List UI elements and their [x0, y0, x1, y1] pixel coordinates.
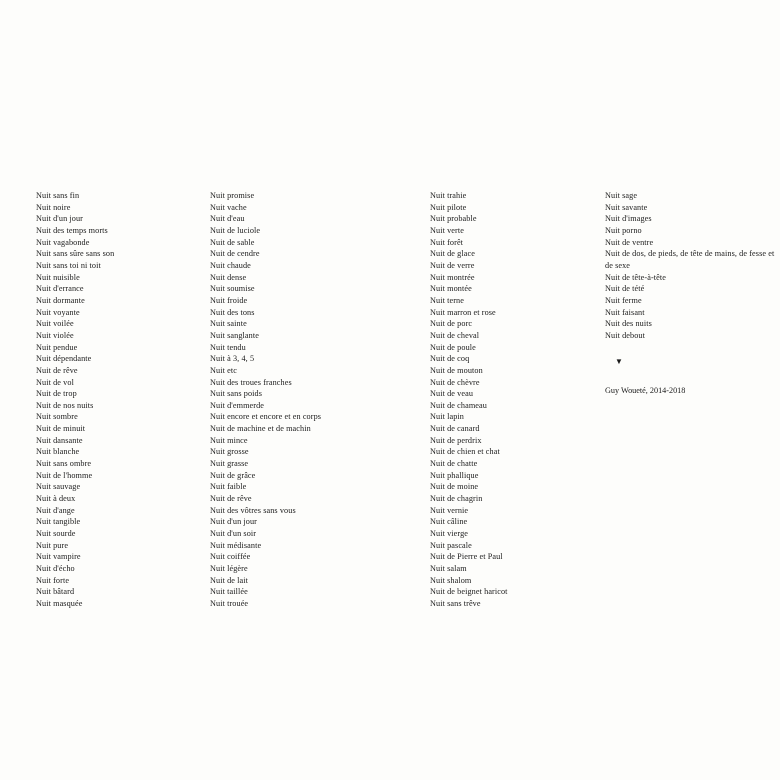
poem-line: Nuit terne [430, 295, 464, 305]
poem-line: Nuit de tête-à-tête [605, 272, 666, 282]
poem-line: Nuit de glace [430, 249, 475, 259]
poem-line: Nuit des tons [210, 307, 255, 317]
poem-line: Nuit vernie [430, 505, 469, 515]
poem-line: Nuit dense [210, 272, 247, 282]
poem-line: Nuit de beignet haricot [430, 587, 508, 597]
poem-line: Nuit phallique [430, 470, 479, 480]
poem-line: Nuit de machine et de machin [210, 424, 311, 434]
poem-line: Nuit de luciole [210, 225, 261, 235]
poem-line: Nuit de poule [430, 342, 476, 352]
poem-line: Nuit d'un jour [210, 517, 257, 527]
poem-line: Nuit de chameau [430, 400, 487, 410]
poem-line: Nuit pilote [430, 202, 467, 212]
poem-line: Nuit voilée [36, 319, 74, 329]
poem-line: Nuit marron et rose [430, 307, 496, 317]
poem-line: Nuit de canard [430, 424, 480, 434]
poem-line: Nuit mince [210, 435, 248, 445]
poem-line: Nuit forêt [430, 237, 464, 247]
poem-line: Nuit dormante [36, 295, 85, 305]
poem-line: Nuit de ventre [605, 237, 654, 247]
poem-line: Nuit trahie [430, 191, 467, 200]
poem-line: Nuit vagabonde [36, 237, 90, 247]
poem-line: Nuit vache [210, 202, 247, 212]
poem-line: Nuit sans poids [210, 389, 262, 399]
poem-line: Nuit de porc [430, 319, 473, 329]
poem-line: Nuit noire [36, 202, 71, 212]
poem-line: Nuit dépendante [36, 354, 92, 364]
poem-line: Nuit de Pierre et Paul [430, 552, 503, 562]
poem-line: Nuit sans trêve [430, 598, 481, 608]
poem-line: Nuit de trop [36, 389, 77, 399]
poem-line: Nuit de mouton [430, 365, 483, 375]
poem-line: Nuit froide [210, 295, 248, 305]
poem-line: Nuit soumise [210, 284, 255, 294]
poem-line: Nuit sage [605, 191, 638, 200]
poem-line: Nuit à deux [36, 494, 76, 504]
poem-line: Nuit nuisible [36, 272, 80, 282]
poem-line: Nuit de moine [430, 482, 479, 492]
poem-line: Nuit de minuit [36, 424, 86, 434]
poem-line: Nuit de perdrix [430, 435, 482, 445]
poem-line: Nuit vampire [36, 552, 81, 562]
poem-line: Nuit bâtard [36, 587, 75, 597]
poem-line: Nuit d'images [605, 214, 652, 224]
poem-line: Nuit des temps morts [36, 225, 108, 235]
poem-line: Nuit de rêve [210, 494, 252, 504]
poem-line: Nuit de nos nuits [36, 400, 94, 410]
poem-line: Nuit sans fin [36, 191, 80, 200]
poem-column-3 [430, 190, 605, 610]
poem-line: Nuit d'emmerde [210, 400, 265, 410]
poem-line: Nuit ferme [605, 295, 642, 305]
poem-line: Nuit pure [36, 540, 69, 550]
poem-line: Nuit tendu [210, 342, 246, 352]
poem-line: Nuit voyante [36, 307, 80, 317]
poem-line: Nuit de chien et chat [430, 447, 500, 457]
poem-line: Nuit coiffée [210, 552, 251, 562]
poem-line: Nuit probable [430, 214, 477, 224]
signature-block [605, 356, 780, 397]
poem-line: Nuit de cheval [430, 330, 480, 340]
poem-line: Nuit sans ombre [36, 459, 92, 469]
poem-line: Nuit salam [430, 564, 467, 573]
poem-line: Nuit lapin [430, 412, 464, 422]
poem-line: Nuit grosse [210, 447, 249, 457]
poem-line: Nuit sombre [36, 412, 78, 422]
poem-line: Nuit faible [210, 482, 247, 492]
poem-line: Nuit faisant [605, 307, 645, 317]
poem-line: Nuit sanglante [210, 330, 259, 340]
poem-line: Nuit porno [605, 225, 642, 235]
poem-line: Nuit de grâce [210, 470, 256, 480]
poem-line: Nuit d'écho [36, 564, 75, 573]
triangle-marker-icon: ▼ [615, 356, 623, 366]
poem-line: Nuit des troues franches [210, 377, 292, 387]
poem-line: Nuit debout [605, 330, 645, 340]
author-signature: Guy Woueté, 2014-2018 [605, 386, 686, 396]
poem-line: Nuit grasse [210, 459, 249, 469]
poem-column-4 [605, 190, 780, 397]
poem-line: Nuit de vol [36, 377, 74, 387]
poem-line: Nuit vierge [430, 529, 469, 539]
poem-line: Nuit shalom [430, 575, 472, 585]
poem-line: Nuit montrée [430, 272, 475, 282]
poem-line: Nuit légère [210, 564, 248, 573]
poem-line: Nuit de tété [605, 284, 645, 294]
poem-line: Nuit de veau [430, 389, 474, 399]
poem-line: Nuit taillée [210, 587, 248, 597]
poem-line: Nuit d'un jour [36, 214, 83, 224]
poem-line: Nuit des vôtres sans vous [210, 505, 296, 515]
poem-line: Nuit sainte [210, 319, 247, 329]
poem-column-2 [180, 190, 430, 610]
poem-line: Nuit de verre [430, 260, 475, 270]
poem-line: Nuit promise [210, 191, 255, 200]
poem-line: Nuit de dos, de pieds, de tête de mains, de fesse et de sexe [605, 249, 775, 270]
poem-line: Nuit de l'homme [36, 470, 93, 480]
poem-line: Nuit dansante [36, 435, 83, 445]
poem-line: Nuit de coq [430, 354, 470, 364]
poem-line: Nuit forte [36, 575, 70, 585]
poem-line: Nuit verte [430, 225, 464, 235]
poem-line: Nuit masquée [36, 598, 83, 608]
poem-line: Nuit tangible [36, 517, 81, 527]
poem-line: Nuit d'ange [36, 505, 75, 515]
poem-line: Nuit chaude [210, 260, 251, 270]
poem-line: Nuit à 3, 4, 5 [210, 354, 255, 364]
poem-line: Nuit de rêve [36, 365, 78, 375]
poem-line: Nuit de chagrin [430, 494, 483, 504]
poem-line: Nuit médisante [210, 540, 262, 550]
poem-line: Nuit encore et encore et en corps [210, 412, 322, 422]
poem-line: Nuit de lait [210, 575, 249, 585]
poem-line: Nuit sans sûre sans son [36, 249, 115, 259]
poem-line: Nuit montée [430, 284, 472, 294]
poem-line: Nuit d'errance [36, 284, 84, 294]
poem-line: Nuit sourde [36, 529, 76, 539]
poem-line: Nuit etc [210, 365, 237, 375]
poem-line: Nuit blanche [36, 447, 80, 457]
poem-line: Nuit trouée [210, 598, 249, 608]
poem-line: Nuit de chèvre [430, 377, 480, 387]
poem-line: Nuit pascale [430, 540, 472, 550]
poem-line: Nuit d'eau [210, 214, 245, 224]
poem-line: Nuit sauvage [36, 482, 81, 492]
poem-line: Nuit d'un soir [210, 529, 257, 539]
poem-line: Nuit des nuits [605, 319, 652, 329]
poem-line: Nuit sans toi ni toit [36, 260, 101, 270]
poem-line: Nuit de cendre [210, 249, 260, 259]
poem-line: Nuit de sable [210, 237, 255, 247]
poem-line: Nuit câline [430, 517, 468, 527]
poem-line: Nuit savante [605, 202, 648, 212]
poem-column-1 [0, 190, 180, 610]
poem-columns [0, 190, 780, 610]
poem-line: Nuit pendue [36, 342, 78, 352]
poem-line: Nuit violée [36, 330, 74, 340]
poem-line: Nuit de chatte [430, 459, 478, 469]
